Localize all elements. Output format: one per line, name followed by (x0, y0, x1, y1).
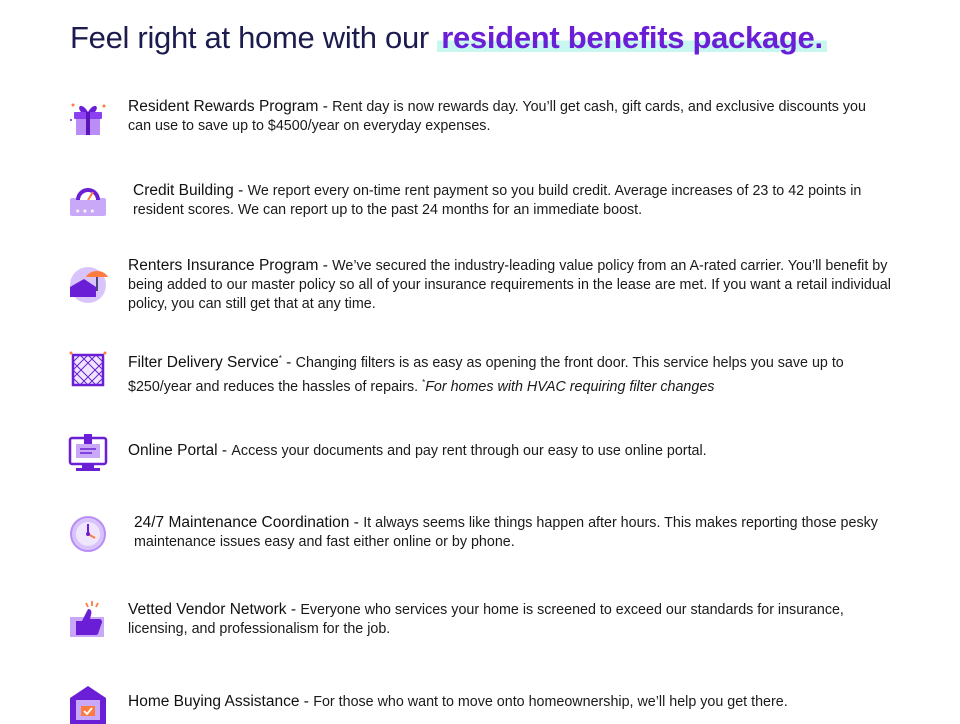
page-headline (70, 20, 827, 56)
benefit-body: It always seems like things happen after hours. This makes reporting those pesky maintenance issues easy and fast either online or by phone. (134, 515, 878, 550)
benefit-title-mark: * (278, 354, 282, 363)
umbrella-house-icon (66, 261, 110, 305)
svg-text:★ ★ ★: ★ ★ ★ (75, 208, 95, 215)
benefit-title: Filter Delivery Service (128, 353, 279, 371)
benefit-title: 24/7 Maintenance Coordination - (134, 514, 364, 531)
benefit-title: Credit Building - (133, 182, 248, 199)
gift-icon (66, 96, 110, 140)
benefit-item-resident-rewards (66, 96, 896, 146)
benefit-body: We’ve secured the industry-leading value policy from an A-rated carrier. You’ll benefit by being added to our master policy so all of your insurance requirements in the lease are met. If you want a retail individual policy, you can still get that at any time. (128, 258, 891, 312)
benefit-body: Rent day is now rewards day. You’ll get cash, gift cards, and exclusive discounts you can use to save up to $4500/year on everyday expenses. (128, 99, 866, 134)
benefit-body: Everyone who services your home is screened to exceed our standards for insurance, licensing, and professionalism for the job. (128, 602, 844, 637)
benefit-title-suffix: - (281, 353, 296, 371)
thumbs-up-icon (66, 597, 110, 641)
benefit-body: Changing filters is as easy as opening the front door. This service helps you save up to $250/year and reduces the hassles of repairs. (128, 354, 844, 395)
credit-gauge-icon (66, 180, 110, 224)
computer-portal-icon (66, 430, 110, 474)
benefit-note: For homes with HVAC requiring filter changes (425, 378, 715, 395)
clock-icon (66, 510, 110, 554)
home-buying-icon (66, 680, 110, 724)
benefit-item-renters-insurance (66, 255, 896, 315)
benefit-item-credit-building (66, 180, 896, 230)
benefit-note-mark: * (422, 377, 426, 387)
benefit-item-vendor-network (66, 597, 896, 647)
benefit-body: Access your documents and pay rent through our easy to use online portal. (231, 443, 707, 459)
benefit-title: Home Buying Assistance - (128, 693, 314, 710)
benefit-body: For those who want to move onto homeownership, we’ll help you get there. (313, 694, 788, 710)
benefit-title: Renters Insurance Program - (128, 257, 333, 274)
filter-icon (66, 348, 110, 392)
benefit-title: Resident Rewards Program - (128, 98, 333, 115)
headline-highlight: resident benefits package. (437, 20, 827, 55)
headline-prefix: Feel right at home with our (70, 20, 438, 55)
benefit-item-online-portal (66, 430, 896, 480)
benefit-item-filter-delivery (66, 348, 896, 398)
benefit-item-maintenance (66, 510, 896, 560)
benefit-body: We report every on-time rent payment so you build credit. Average increases of 23 to 42 points in resident scores. We can report up to the past 24 months for an immediate boost. (133, 183, 862, 218)
benefit-title: Online Portal - (128, 442, 232, 459)
benefit-title: Vetted Vendor Network - (128, 601, 301, 618)
benefit-item-home-buying (66, 680, 896, 720)
